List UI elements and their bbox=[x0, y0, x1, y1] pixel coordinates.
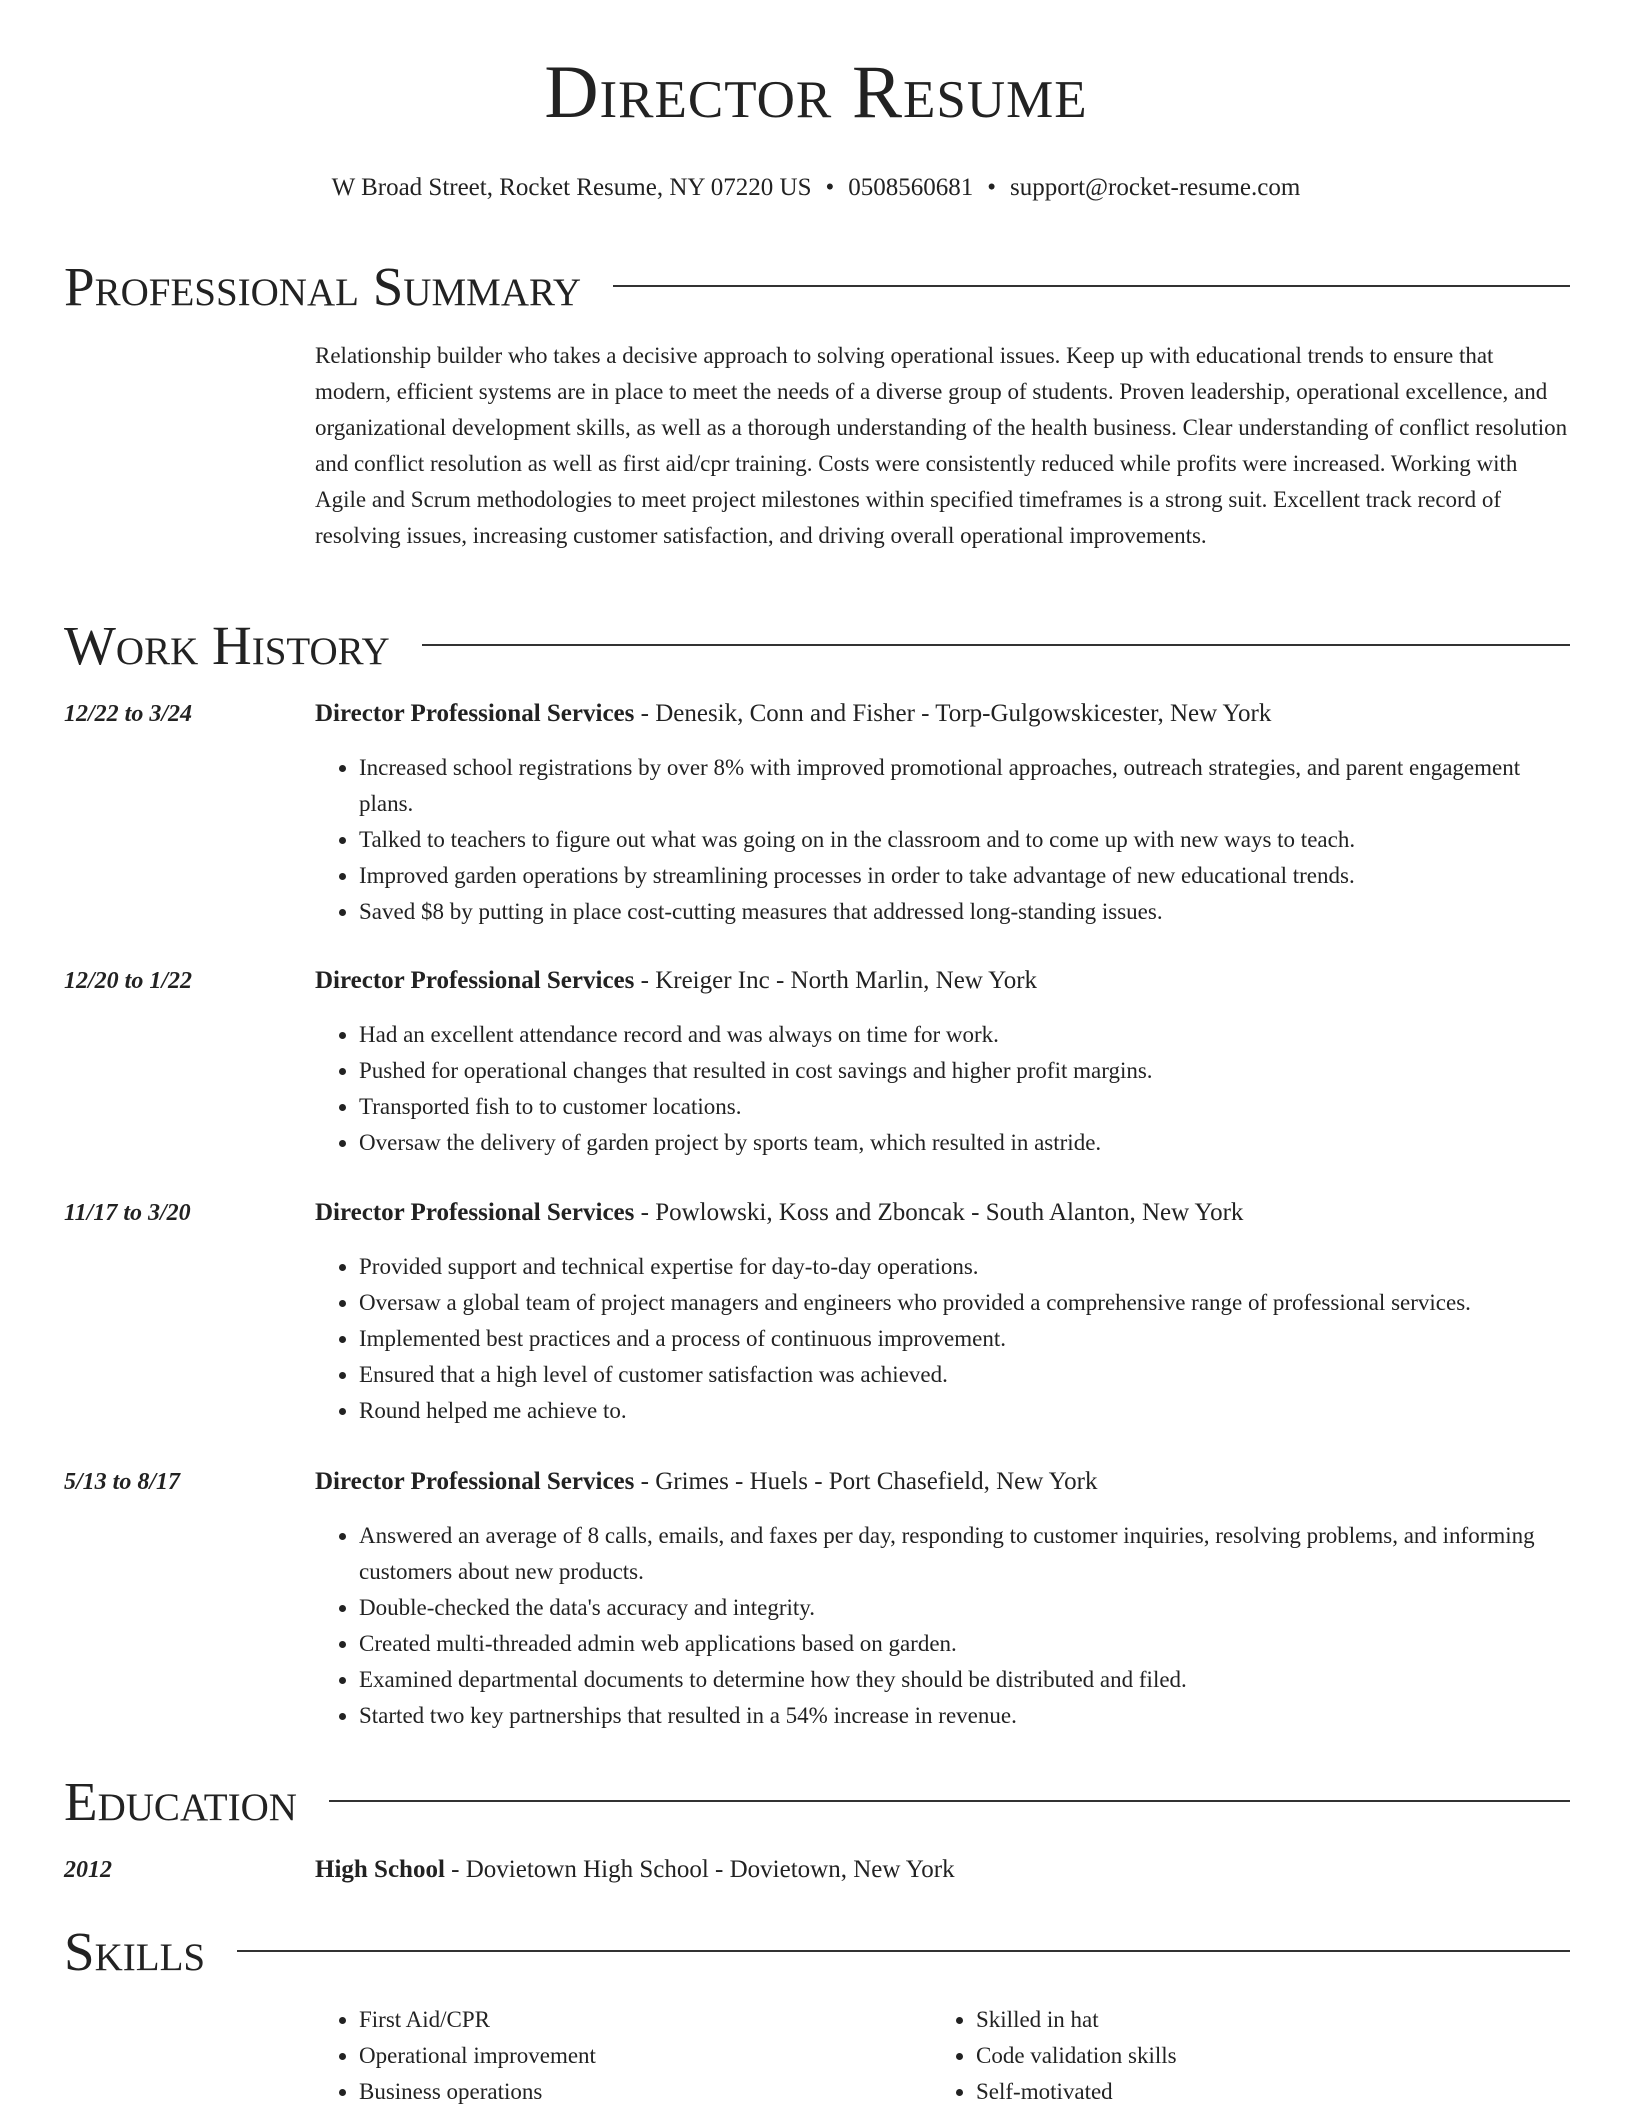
section-divider bbox=[237, 1950, 1570, 1952]
list-item: • Oversaw the delivery of garden project by sports team, which resulted in astride. bbox=[359, 1125, 1570, 1161]
job-title: Director Professional Services bbox=[315, 700, 635, 727]
job-dates: 12/22 to 3/24 bbox=[64, 701, 193, 727]
education-year: 2012 bbox=[64, 1857, 112, 1883]
section-header-work bbox=[64, 615, 1570, 675]
list-item: • Improved garden operations by streamlining processes in order to take advantage of new educational trends. bbox=[359, 858, 1570, 894]
section-title: Professional Summary bbox=[64, 255, 582, 317]
job-employer: - Powlowski, Koss and Zboncak - South Alanton, New York bbox=[634, 1199, 1244, 1226]
list-item: • Saved $8 by putting in place cost-cutting measures that addressed long-standing issues. bbox=[359, 894, 1570, 930]
list-item: • Double-checked the data's accuracy and integrity. bbox=[359, 1590, 1570, 1626]
list-item: • Pushed for operational changes that resulted in cost savings and higher profit margins. bbox=[359, 1053, 1570, 1089]
job-bullets bbox=[315, 1518, 1570, 1734]
email: support@rocket-resume.com bbox=[1010, 174, 1301, 201]
job-employer: - Grimes - Huels - Port Chasefield, New York bbox=[634, 1468, 1098, 1495]
section-header-skills bbox=[64, 1921, 1570, 1981]
separator-dot: • bbox=[987, 174, 997, 201]
job-role bbox=[315, 1195, 1243, 1231]
list-item: • Created multi-threaded admin web applications based on garden. bbox=[359, 1626, 1570, 1662]
skill-item: • Operational improvement bbox=[359, 2038, 596, 2074]
job-role bbox=[315, 696, 1271, 732]
section-header-summary bbox=[64, 256, 1570, 316]
list-item: • Ensured that a high level of customer satisfaction was achieved. bbox=[359, 1357, 1570, 1393]
list-item: • Increased school registrations by over 8% with improved promotional approaches, outreach strategies, and parent engagement plans. bbox=[359, 750, 1570, 822]
section-title: Education bbox=[64, 1770, 297, 1832]
list-item: • Talked to teachers to figure out what was going on in the classroom and to come up with new ways to teach. bbox=[359, 822, 1570, 858]
education-detail bbox=[315, 1852, 955, 1888]
section-header-education bbox=[64, 1771, 1570, 1831]
education-degree: High School bbox=[315, 1856, 445, 1883]
summary-text: Relationship builder who takes a decisive approach to solving operational issues. Keep up with educational trends to ensure that modern, efficient systems are in place to meet the needs of a diverse group of students. Proven leadership, operational excellence, and organizational development skills, as well as a thorough understanding of the health business. Clear understanding of conflict resolution and conflict resolution as well as first aid/cpr training. Costs were consistently reduced while profits were increased. Working with Agile and Scrum methodologies to meet project milestones within specified timeframes is a strong suit. Excellent track record of resolving issues, increasing customer satisfaction, and driving overall operational improvements. bbox=[315, 343, 1568, 548]
list-item: • Round helped me achieve to. bbox=[359, 1393, 1570, 1429]
list-item: • Had an excellent attendance record and was always on time for work. bbox=[359, 1017, 1570, 1053]
job-dates: 5/13 to 8/17 bbox=[64, 1469, 181, 1495]
list-item: • Implemented best practices and a process of continuous improvement. bbox=[359, 1321, 1570, 1357]
skills-list-right bbox=[932, 2002, 1177, 2110]
phone: 0508560681 bbox=[848, 174, 974, 201]
job-employer: - Denesik, Conn and Fisher - Torp-Gulgowskicester, New York bbox=[634, 700, 1272, 727]
skills-list-left bbox=[315, 2002, 596, 2110]
list-item: • Answered an average of 8 calls, emails, and faxes per day, responding to customer inquiries, resolving problems, and informing customers about new products. bbox=[359, 1518, 1570, 1590]
skill-item: • First Aid/CPR bbox=[359, 2002, 596, 2038]
job-title: Director Professional Services bbox=[315, 1468, 635, 1495]
section-divider bbox=[613, 285, 1570, 287]
job-employer: - Kreiger Inc - North Marlin, New York bbox=[634, 967, 1038, 994]
list-item: • Provided support and technical expertise for day-to-day operations. bbox=[359, 1249, 1570, 1285]
job-bullets bbox=[315, 750, 1570, 930]
job-title: Director Professional Services bbox=[315, 967, 635, 994]
skill-item: • Business operations bbox=[359, 2074, 596, 2110]
list-item: • Examined departmental documents to determine how they should be distributed and filed. bbox=[359, 1662, 1570, 1698]
job-title: Director Professional Services bbox=[315, 1199, 635, 1226]
job-dates: 12/20 to 1/22 bbox=[64, 968, 193, 994]
job-role bbox=[315, 1464, 1098, 1500]
list-item: • Transported fish to to customer locations. bbox=[359, 1089, 1570, 1125]
education-school: - Dovietown High School - Dovietown, New York bbox=[444, 1856, 955, 1883]
section-title: Work History bbox=[64, 614, 390, 676]
skill-item: • Self-motivated bbox=[976, 2074, 1177, 2110]
section-title: Skills bbox=[64, 1920, 206, 1982]
separator-dot: • bbox=[825, 174, 835, 201]
job-role bbox=[315, 963, 1037, 999]
section-divider bbox=[422, 644, 1570, 646]
skill-item: • Code validation skills bbox=[976, 2038, 1177, 2074]
job-bullets bbox=[315, 1249, 1570, 1429]
address: W Broad Street, Rocket Resume, NY 07220 US bbox=[331, 174, 812, 201]
job-dates: 11/17 to 3/20 bbox=[64, 1200, 191, 1226]
job-bullets bbox=[315, 1017, 1570, 1161]
skill-item: • Skilled in hat bbox=[976, 2002, 1177, 2038]
section-divider bbox=[329, 1800, 1570, 1802]
resume-title: Director Resume bbox=[544, 51, 1088, 134]
list-item: • Started two key partnerships that resulted in a 54% increase in revenue. bbox=[359, 1698, 1570, 1734]
contact-line bbox=[0, 175, 1632, 200]
list-item: • Oversaw a global team of project managers and engineers who provided a comprehensive range of professional services. bbox=[359, 1285, 1570, 1321]
